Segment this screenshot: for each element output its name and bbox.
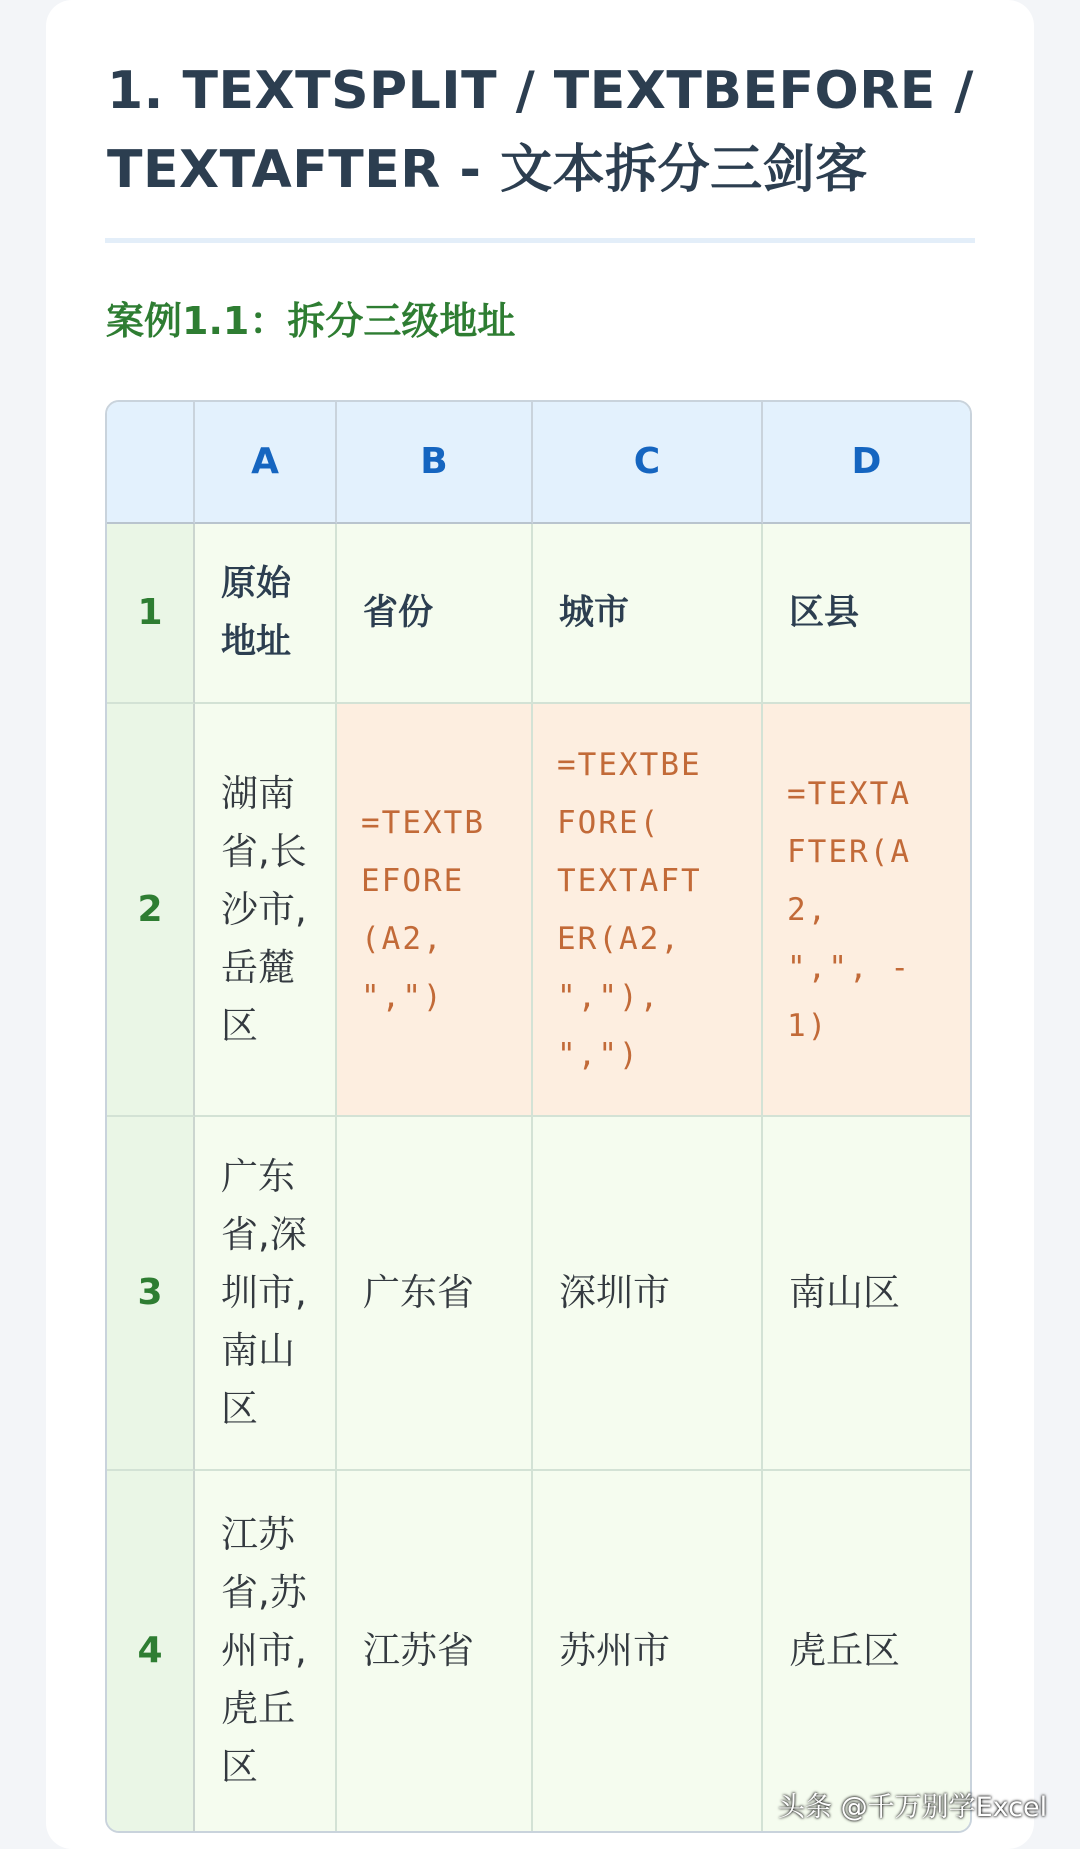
title-divider: [105, 238, 975, 243]
cell-c3[interactable]: 深圳市: [533, 1117, 763, 1471]
cell-c4[interactable]: 苏州市: [533, 1471, 763, 1831]
formula-cell-c2[interactable]: =TEXTBE FORE( TEXTAFT ER(A2, ","), ","): [533, 704, 763, 1117]
column-header-d[interactable]: D: [763, 402, 970, 524]
corner-cell[interactable]: [107, 402, 195, 524]
row-header-4[interactable]: 4: [107, 1471, 195, 1831]
watermark: 头条 @千万别学Excel: [778, 1792, 1048, 1823]
cell-c1[interactable]: 城市: [533, 524, 763, 704]
cell-d3[interactable]: 南山区: [763, 1117, 970, 1471]
page-title: 1. TEXTSPLIT / TEXTBEFORE / TEXTAFTER - 文本拆分三剑客: [107, 61, 974, 200]
column-header-c[interactable]: C: [533, 402, 763, 524]
cell-b4[interactable]: 江苏省: [337, 1471, 533, 1831]
formula-cell-b2[interactable]: =TEXTB EFORE (A2, ","): [337, 704, 533, 1117]
spreadsheet-grid: [107, 402, 970, 1831]
cell-a2[interactable]: 湖南 省,长 沙市, 岳麓 区: [195, 704, 337, 1117]
row-header-3[interactable]: 3: [107, 1117, 195, 1471]
spreadsheet-table: [105, 400, 972, 1833]
cell-a4[interactable]: 江苏 省,苏 州市, 虎丘 区: [195, 1471, 337, 1831]
cell-b3[interactable]: 广东省: [337, 1117, 533, 1471]
cell-a3[interactable]: 广东 省,深 圳市, 南山 区: [195, 1117, 337, 1471]
row-header-2[interactable]: 2: [107, 704, 195, 1117]
column-header-a[interactable]: A: [195, 402, 337, 524]
case-subtitle: 案例1.1：拆分三级地址: [106, 299, 516, 343]
column-header-b[interactable]: B: [337, 402, 533, 524]
cell-b1[interactable]: 省份: [337, 524, 533, 704]
cell-d1[interactable]: 区县: [763, 524, 970, 704]
cell-d4[interactable]: 虎丘区: [763, 1471, 970, 1831]
formula-cell-d2[interactable]: =TEXTA FTER(A 2, ",", - 1): [763, 704, 970, 1117]
cell-a1[interactable]: 原始 地址: [195, 524, 337, 704]
row-header-1[interactable]: 1: [107, 524, 195, 704]
